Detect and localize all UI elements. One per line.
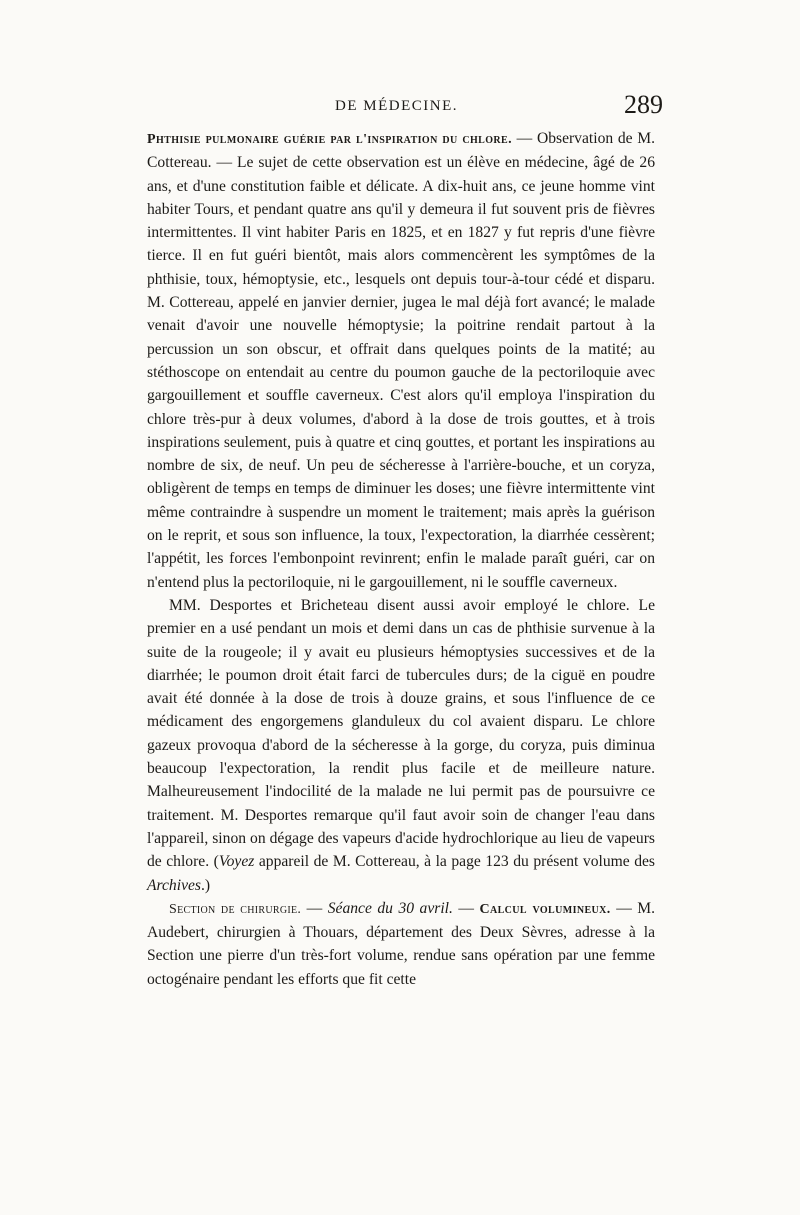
voyez-italic: Voyez (218, 853, 255, 871)
running-head: DE MÉDECINE. (335, 98, 458, 114)
paragraph-body: — M. Audebert, chirurgien à Thouars, département des Deux Sèvres, adresse à la Section une pierre d'un très-fort volume, rendue sans opération par une femme octogénaire pendant les efforts que fit cette (147, 899, 656, 988)
paragraph-phthisie (147, 127, 655, 594)
paragraph-body-end: .) (200, 876, 211, 894)
calcul-heading: Calcul volumineux. (479, 901, 611, 917)
body-text (147, 127, 655, 991)
section-heading: Section de chirurgie. (169, 901, 302, 917)
archives-italic: Archives (147, 876, 201, 894)
article-title: Phthisie pulmonaire guérie par l'inspiration du chlore. (147, 132, 512, 147)
dash: — (301, 899, 328, 917)
dash: — (452, 899, 480, 917)
seance-date: Séance du 30 avril. (327, 899, 453, 917)
paragraph-body: — Observation de M. Cottereau. — Le sujet de cette observation est un élève en médecine, âgé de 26 ans, et d'une constitution faible et délicate. A dix-huit ans, ce jeune homme vint habiter Tours, et pendant quatre ans qu'il y demeura il fut souvent pris de fièvres intermittentes. Il vint habiter Paris en 1825, et en 1827 y fut repris d'une fièvre tierce. Il en fut guéri bientôt, mais alors commencèrent les symptômes de la phthisie, toux, hémoptysie, etc., lesquels ont depuis tour-à-tour cédé et disparu. M. Cottereau, appelé en janvier dernier, jugea le mal déjà fort avancé; le malade venait d'avoir une nouvelle hémoptysie; la poitrine rendait partout à la percussion un son obscur, et offrait dans quelques points de la matité; au stéthoscope on entendait au centre du poumon gauche de la pectoriloquie avec gargouillement et souffle caverneux. C'est alors qu'il employa l'inspiration du chlore très-pur à deux volumes, d'abord à la dose de trois gouttes, et à trois inspirations seulement, puis à quatre et cinq gouttes, et portant les inspirations au nombre de six, de neuf. Un peu de sécheresse à l'arrière-bouche, et un coryza, obligèrent de temps en temps de diminuer les doses; une fièvre intermittente vint même contraindre à suspendre un moment le traitement; mais après la guérison on le reprit, et sous son influence, la toux, l'expectoration, la diarrhée cessèrent; l'appétit, les forces l'embonpoint revinrent; enfin le malade paraît guéri, car on n'entend plus la pectoriloquie, ni le gargouillement, ni le souffle caverneux. (147, 130, 656, 591)
page-number: 289 (624, 90, 663, 119)
paragraph-body-start: MM. Desportes et Bricheteau disent aussi avoir employé le chlore. Le premier en a usé pendant un mois et demi dans un cas de phthisie survenue à la suite de la rougeole; il y avait eu plusieurs hémoptysies successives et de la diarrhée; le poumon droit était farci de tubercules durs; de la ciguë en poudre avait été donnée à la dose de trois à douze grains, et sous l'influence de ce médicament des engorgemens glanduleux du col avaient disparu. Le chlore gazeux provoqua d'abord de la sécheresse à la gorge, du coryza, puis diminua beaucoup l'expectoration, la rendit plus facile et de meilleure nature. Malheureusement l'indocilité de la malade ne lui permit pas de poursuivre ce traitement. M. Desportes remarque qu'il faut avoir soin de changer l'eau dans l'appareil, sinon on dégage des vapeurs d'acide hydrochlorique au lieu de vapeurs de chlore. ( (147, 596, 655, 871)
paragraph-desportes (147, 594, 655, 897)
paragraph-chirurgie (147, 897, 655, 991)
paragraph-body-middle: appareil de M. Cottereau, à la page 123 du présent volume des (254, 853, 655, 871)
page-header (160, 92, 663, 126)
